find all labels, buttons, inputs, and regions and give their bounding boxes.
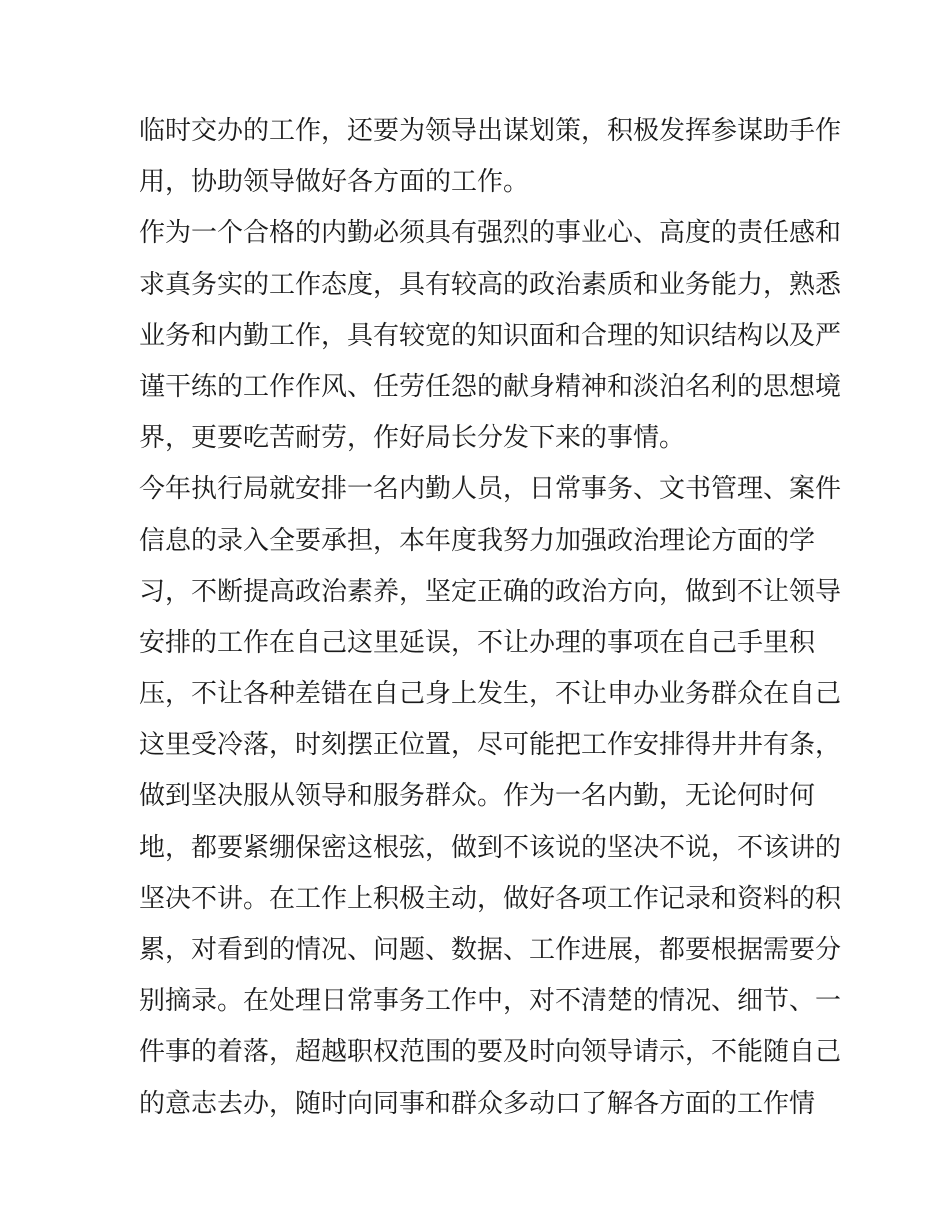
text-line: 件事的着落，超越职权范围的要及时向领导请示，不能随自己 bbox=[139, 1037, 842, 1068]
text-line: 压，不让各种差错在自己身上发生，不让申办业务群众在自己 bbox=[139, 679, 842, 710]
text-line: 用，协助领导做好各方面的工作。 bbox=[139, 167, 530, 198]
text-line: 别摘录。在处理日常事务工作中，对不清楚的情况、细节、一 bbox=[139, 986, 842, 1017]
text-line: 界，更要吃苦耐劳，作好局长分发下来的事情。 bbox=[139, 423, 686, 454]
text-line: 地，都要紧绷保密这根弦，做到不该说的坚决不说，不该讲的 bbox=[139, 832, 842, 863]
text-line: 习，不断提高政治素养，坚定正确的政治方向，做到不让领导 bbox=[139, 576, 842, 607]
text-line: 今年执行局就安排一名内勤人员，日常事务、文书管理、案件 bbox=[139, 474, 842, 505]
text-line: 作为一个合格的内勤必须具有强烈的事业心、高度的责任感和 bbox=[139, 218, 842, 249]
text-line: 坚决不讲。在工作上积极主动，做好各项工作记录和资料的积 bbox=[139, 883, 842, 914]
text-line: 这里受冷落，时刻摆正位置，尽可能把工作安排得井井有条， bbox=[139, 730, 842, 761]
text-line: 累，对看到的情况、问题、数据、工作进展，都要根据需要分 bbox=[139, 935, 842, 965]
text-line: 求真务实的工作态度，具有较高的政治素质和业务能力，熟悉 bbox=[139, 269, 842, 300]
text-line: 的意志去办，随时向同事和群众多动口了解各方面的工作情 bbox=[139, 1088, 816, 1119]
text-line: 谨干练的工作作风、任劳任怨的献身精神和淡泊名利的思想境 bbox=[139, 371, 842, 402]
text-line: 业务和内勤工作，具有较宽的知识面和合理的知识结构以及严 bbox=[139, 320, 842, 351]
body-text bbox=[139, 106, 842, 1130]
text-line: 临时交办的工作，还要为领导出谋划策，积极发挥参谋助手作 bbox=[139, 116, 842, 146]
text-line: 信息的录入全要承担，本年度我努力加强政治理论方面的学 bbox=[139, 525, 816, 556]
text-line: 安排的工作在自己这里延误，不让办理的事项在自己手里积 bbox=[139, 627, 816, 658]
text-line: 做到坚决服从领导和服务群众。作为一名内勤，无论何时何 bbox=[139, 781, 816, 812]
